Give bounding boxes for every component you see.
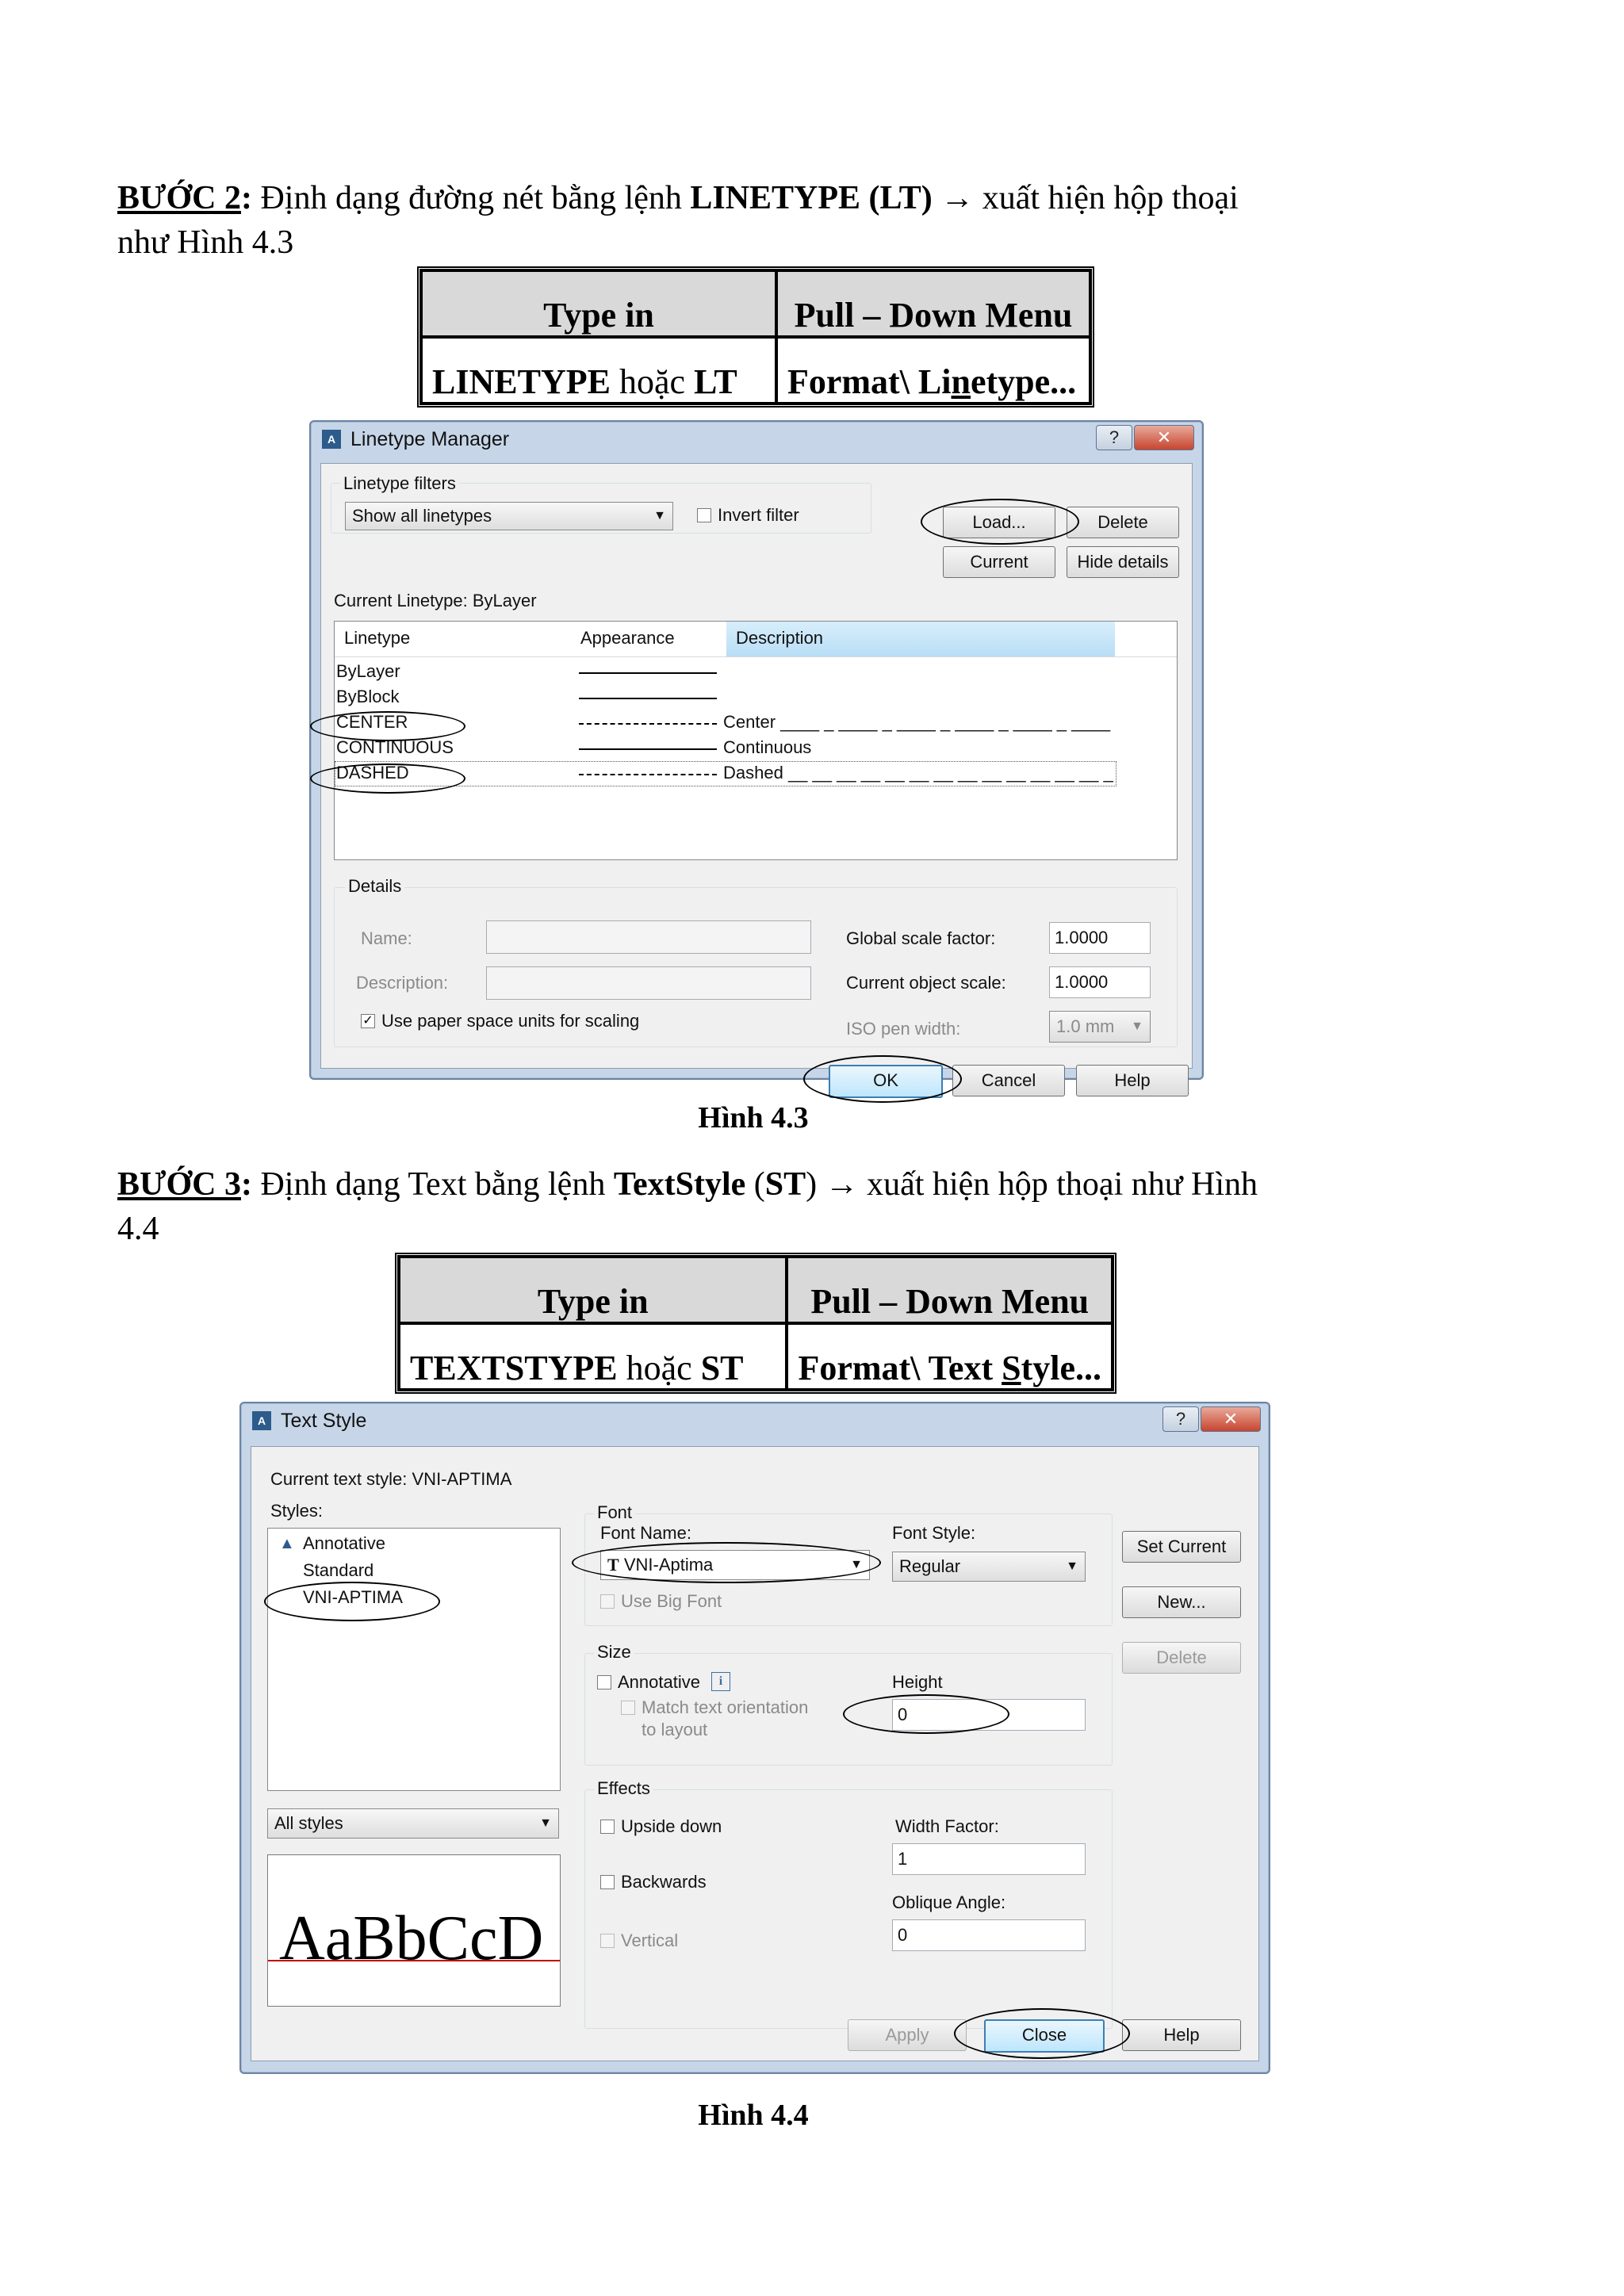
autocad-app-icon: A <box>252 1411 271 1430</box>
chevron-down-icon: ▼ <box>1066 1559 1078 1573</box>
list-item[interactable]: ByBlock <box>336 687 400 706</box>
invert-filter-checkbox[interactable] <box>697 508 711 522</box>
close-title-button[interactable]: ✕ <box>1134 425 1194 450</box>
font-group-label: Font <box>594 1502 635 1523</box>
backwards-checkbox[interactable] <box>600 1875 615 1889</box>
info-icon[interactable]: i <box>711 1672 730 1691</box>
vertical-label: Vertical <box>621 1931 679 1950</box>
ltm-client-area <box>320 463 1193 1090</box>
set-current-button[interactable]: Set Current <box>1122 1531 1241 1563</box>
linetype-filters-label: Linetype filters <box>340 473 459 494</box>
close-title-button[interactable]: ✕ <box>1201 1406 1261 1432</box>
ltm-titlebar <box>311 422 1202 457</box>
step2-text-b: → xuất hiện hộp thoại <box>932 180 1239 216</box>
list-item[interactable]: DASHED <box>336 763 409 783</box>
invert-filter-label: Invert filter <box>718 505 799 525</box>
preview-text: AaBbCcD <box>279 1904 544 1973</box>
list-item[interactable]: Annotative <box>303 1533 385 1553</box>
object-scale-label: Current object scale: <box>846 973 1006 993</box>
height-input[interactable]: 0 <box>892 1699 1086 1731</box>
delete-linetype-button[interactable]: Delete <box>1067 507 1179 538</box>
linetype-filter-select[interactable]: Show all linetypes ▼ <box>345 502 673 530</box>
autocad-app-icon: A <box>322 430 341 449</box>
step3-command2: ST <box>764 1166 806 1203</box>
step2-text-a: Định dạng đường nét bằng lệnh <box>251 180 691 216</box>
step3-command: TextStyle <box>613 1166 746 1203</box>
table2-header-menu: Pull – Down Menu <box>787 1257 1113 1323</box>
column-header-description[interactable]: Description <box>736 628 824 648</box>
annotative-checkbox[interactable] <box>597 1675 611 1689</box>
styles-list[interactable] <box>267 1528 561 1791</box>
name-label: Name: <box>361 928 412 948</box>
description-label: Description: <box>356 973 449 993</box>
column-header-linetype[interactable]: Linetype <box>344 628 411 648</box>
continuous-description: Continuous <box>723 737 812 757</box>
table2-header-typein: Type in <box>399 1257 787 1323</box>
help-button[interactable]: Help <box>1122 2019 1241 2051</box>
use-paper-space-label: Use paper space units for scaling <box>381 1011 640 1031</box>
linetype-manager-dialog <box>309 420 1204 1090</box>
cancel-button[interactable]: Cancel <box>952 1065 1065 1096</box>
font-style-label: Font Style: <box>892 1523 976 1543</box>
font-style-select[interactable]: Regular ▼ <box>892 1552 1086 1582</box>
chevron-down-icon: ▼ <box>850 1558 863 1571</box>
styles-filter-select[interactable]: All styles ▼ <box>267 1808 559 1839</box>
annotative-icon: ▲ <box>279 1535 295 1552</box>
list-item[interactable]: CENTER <box>336 712 408 732</box>
list-item[interactable]: ByLayer <box>336 661 400 681</box>
oblique-angle-input[interactable]: 0 <box>892 1919 1086 1951</box>
center-description: Center ____ _ ____ _ ____ _ ____ _ ____ _ ____ <box>723 712 1111 732</box>
ltm-title: Linetype Manager <box>350 428 510 450</box>
chevron-down-icon: ▼ <box>1131 1020 1143 1033</box>
iso-pen-width-label: ISO pen width: <box>846 1019 961 1039</box>
step3-text-b: ( <box>745 1166 765 1203</box>
width-factor-label: Width Factor: <box>895 1816 999 1836</box>
center-appearance-line <box>579 723 717 725</box>
step3-label: BƯỚC 3 <box>117 1166 241 1203</box>
width-factor-input[interactable]: 1 <box>892 1843 1086 1875</box>
textstyle-command-table <box>395 1253 1116 1394</box>
linetype-command-table <box>417 266 1094 408</box>
table1-header-menu: Pull – Down Menu <box>776 270 1090 337</box>
upside-down-label: Upside down <box>621 1816 722 1836</box>
list-item[interactable]: Standard <box>303 1560 374 1580</box>
match-orientation-checkbox[interactable] <box>621 1701 635 1715</box>
column-header-appearance[interactable]: Appearance <box>580 628 675 648</box>
global-scale-input[interactable]: 1.0000 <box>1049 922 1151 954</box>
styles-label: Styles: <box>270 1501 324 1521</box>
linetype-list[interactable] <box>334 621 1178 860</box>
hide-details-button[interactable]: Hide details <box>1067 546 1179 578</box>
current-button[interactable]: Current <box>943 546 1055 578</box>
vertical-checkbox[interactable] <box>600 1934 615 1948</box>
upside-down-checkbox[interactable] <box>600 1820 615 1834</box>
backwards-label: Backwards <box>621 1872 707 1892</box>
font-name-label: Font Name: <box>600 1523 691 1543</box>
dashed-description: Dashed __ __ __ __ __ __ __ __ __ __ __ __ __ _ <box>723 763 1113 783</box>
chevron-down-icon: ▼ <box>539 1816 552 1830</box>
annotative-label: Annotative <box>618 1672 700 1692</box>
list-header-divider <box>335 656 1177 657</box>
step2-label: BƯỚC 2 <box>117 180 241 216</box>
figure-caption-4-4: Hình 4.4 <box>698 2099 809 2132</box>
object-scale-input[interactable]: 1.0000 <box>1049 966 1151 998</box>
current-linetype-label: Current Linetype: ByLayer <box>334 591 537 610</box>
use-big-font-label: Use Big Font <box>621 1591 722 1611</box>
load-button[interactable]: Load... <box>943 507 1055 538</box>
effects-group-label: Effects <box>594 1778 653 1799</box>
table1-cell-menu: Format\ Linetype... <box>776 337 1090 404</box>
ts-titlebar <box>241 1403 1269 1438</box>
dashed-appearance-line <box>579 774 717 775</box>
close-button[interactable]: Close <box>984 2019 1105 2053</box>
truetype-font-icon: T <box>607 1555 619 1575</box>
step2-paragraph: BƯỚC 2: Định dạng đường nét bằng lệnh LINETYPE (LT) → xuất hiện hộp thoại như Hình 4.3 <box>117 180 1239 261</box>
table1-header-typein: Type in <box>421 270 776 337</box>
iso-pen-width-select[interactable]: 1.0 mm ▼ <box>1049 1011 1151 1043</box>
step3-text-a: Định dạng Text bằng lệnh <box>251 1166 614 1203</box>
match-orientation-label-2: to layout <box>642 1720 708 1739</box>
style-preview-box <box>267 1854 561 2007</box>
help-button[interactable]: Help <box>1076 1065 1189 1096</box>
text-style-dialog <box>239 1402 1270 2074</box>
table1-cell-command: LINETYPE hoặc LT <box>421 337 776 404</box>
step3-text-c: ) → xuất hiện hộp thoại như Hình <box>806 1166 1258 1203</box>
size-group-label: Size <box>594 1642 634 1663</box>
details-label: Details <box>345 876 404 897</box>
use-paper-space-checkbox[interactable]: ✓ <box>361 1014 375 1028</box>
name-field[interactable] <box>486 920 811 954</box>
description-field[interactable] <box>486 966 811 1000</box>
ts-title: Text Style <box>281 1410 367 1432</box>
match-orientation-label: Match text orientation <box>642 1697 809 1717</box>
table2-cell-menu: Format\ Text Style... <box>787 1323 1113 1390</box>
global-scale-label: Global scale factor: <box>846 928 996 948</box>
oblique-angle-label: Oblique Angle: <box>892 1892 1006 1912</box>
ts-client-area <box>251 1446 1259 2061</box>
help-title-button[interactable]: ? <box>1096 425 1132 450</box>
list-item[interactable]: CONTINUOUS <box>336 737 454 757</box>
chevron-down-icon: ▼ <box>653 509 666 522</box>
apply-button[interactable]: Apply <box>848 2019 967 2051</box>
byblock-appearance-line <box>579 698 717 699</box>
table2-cell-command: TEXTSTYPE hoặc ST <box>399 1323 787 1390</box>
step3-paragraph: BƯỚC 3: Định dạng Text bằng lệnh TextStyle (ST) → xuất hiện hộp thoại như Hình 4.4 <box>117 1166 1258 1247</box>
bylayer-appearance-line <box>579 672 717 674</box>
step2-command: LINETYPE (LT) <box>690 180 933 216</box>
continuous-appearance-line <box>579 748 717 750</box>
step2-text-c: như Hình 4.3 <box>117 224 294 261</box>
new-style-button[interactable]: New... <box>1122 1586 1241 1618</box>
step3-text-d: 4.4 <box>117 1211 159 1247</box>
help-title-button[interactable]: ? <box>1162 1406 1199 1432</box>
use-big-font-checkbox[interactable] <box>600 1594 615 1609</box>
current-text-style-label: Current text style: VNI-APTIMA <box>270 1469 512 1489</box>
list-item[interactable]: VNI-APTIMA <box>303 1587 403 1607</box>
delete-style-button[interactable]: Delete <box>1122 1642 1241 1674</box>
font-name-select[interactable]: T VNI-Aptima ▼ <box>600 1550 870 1580</box>
ok-button[interactable]: OK <box>829 1065 943 1098</box>
height-label: Height <box>892 1672 943 1692</box>
figure-caption-4-3: Hình 4.3 <box>698 1101 809 1135</box>
